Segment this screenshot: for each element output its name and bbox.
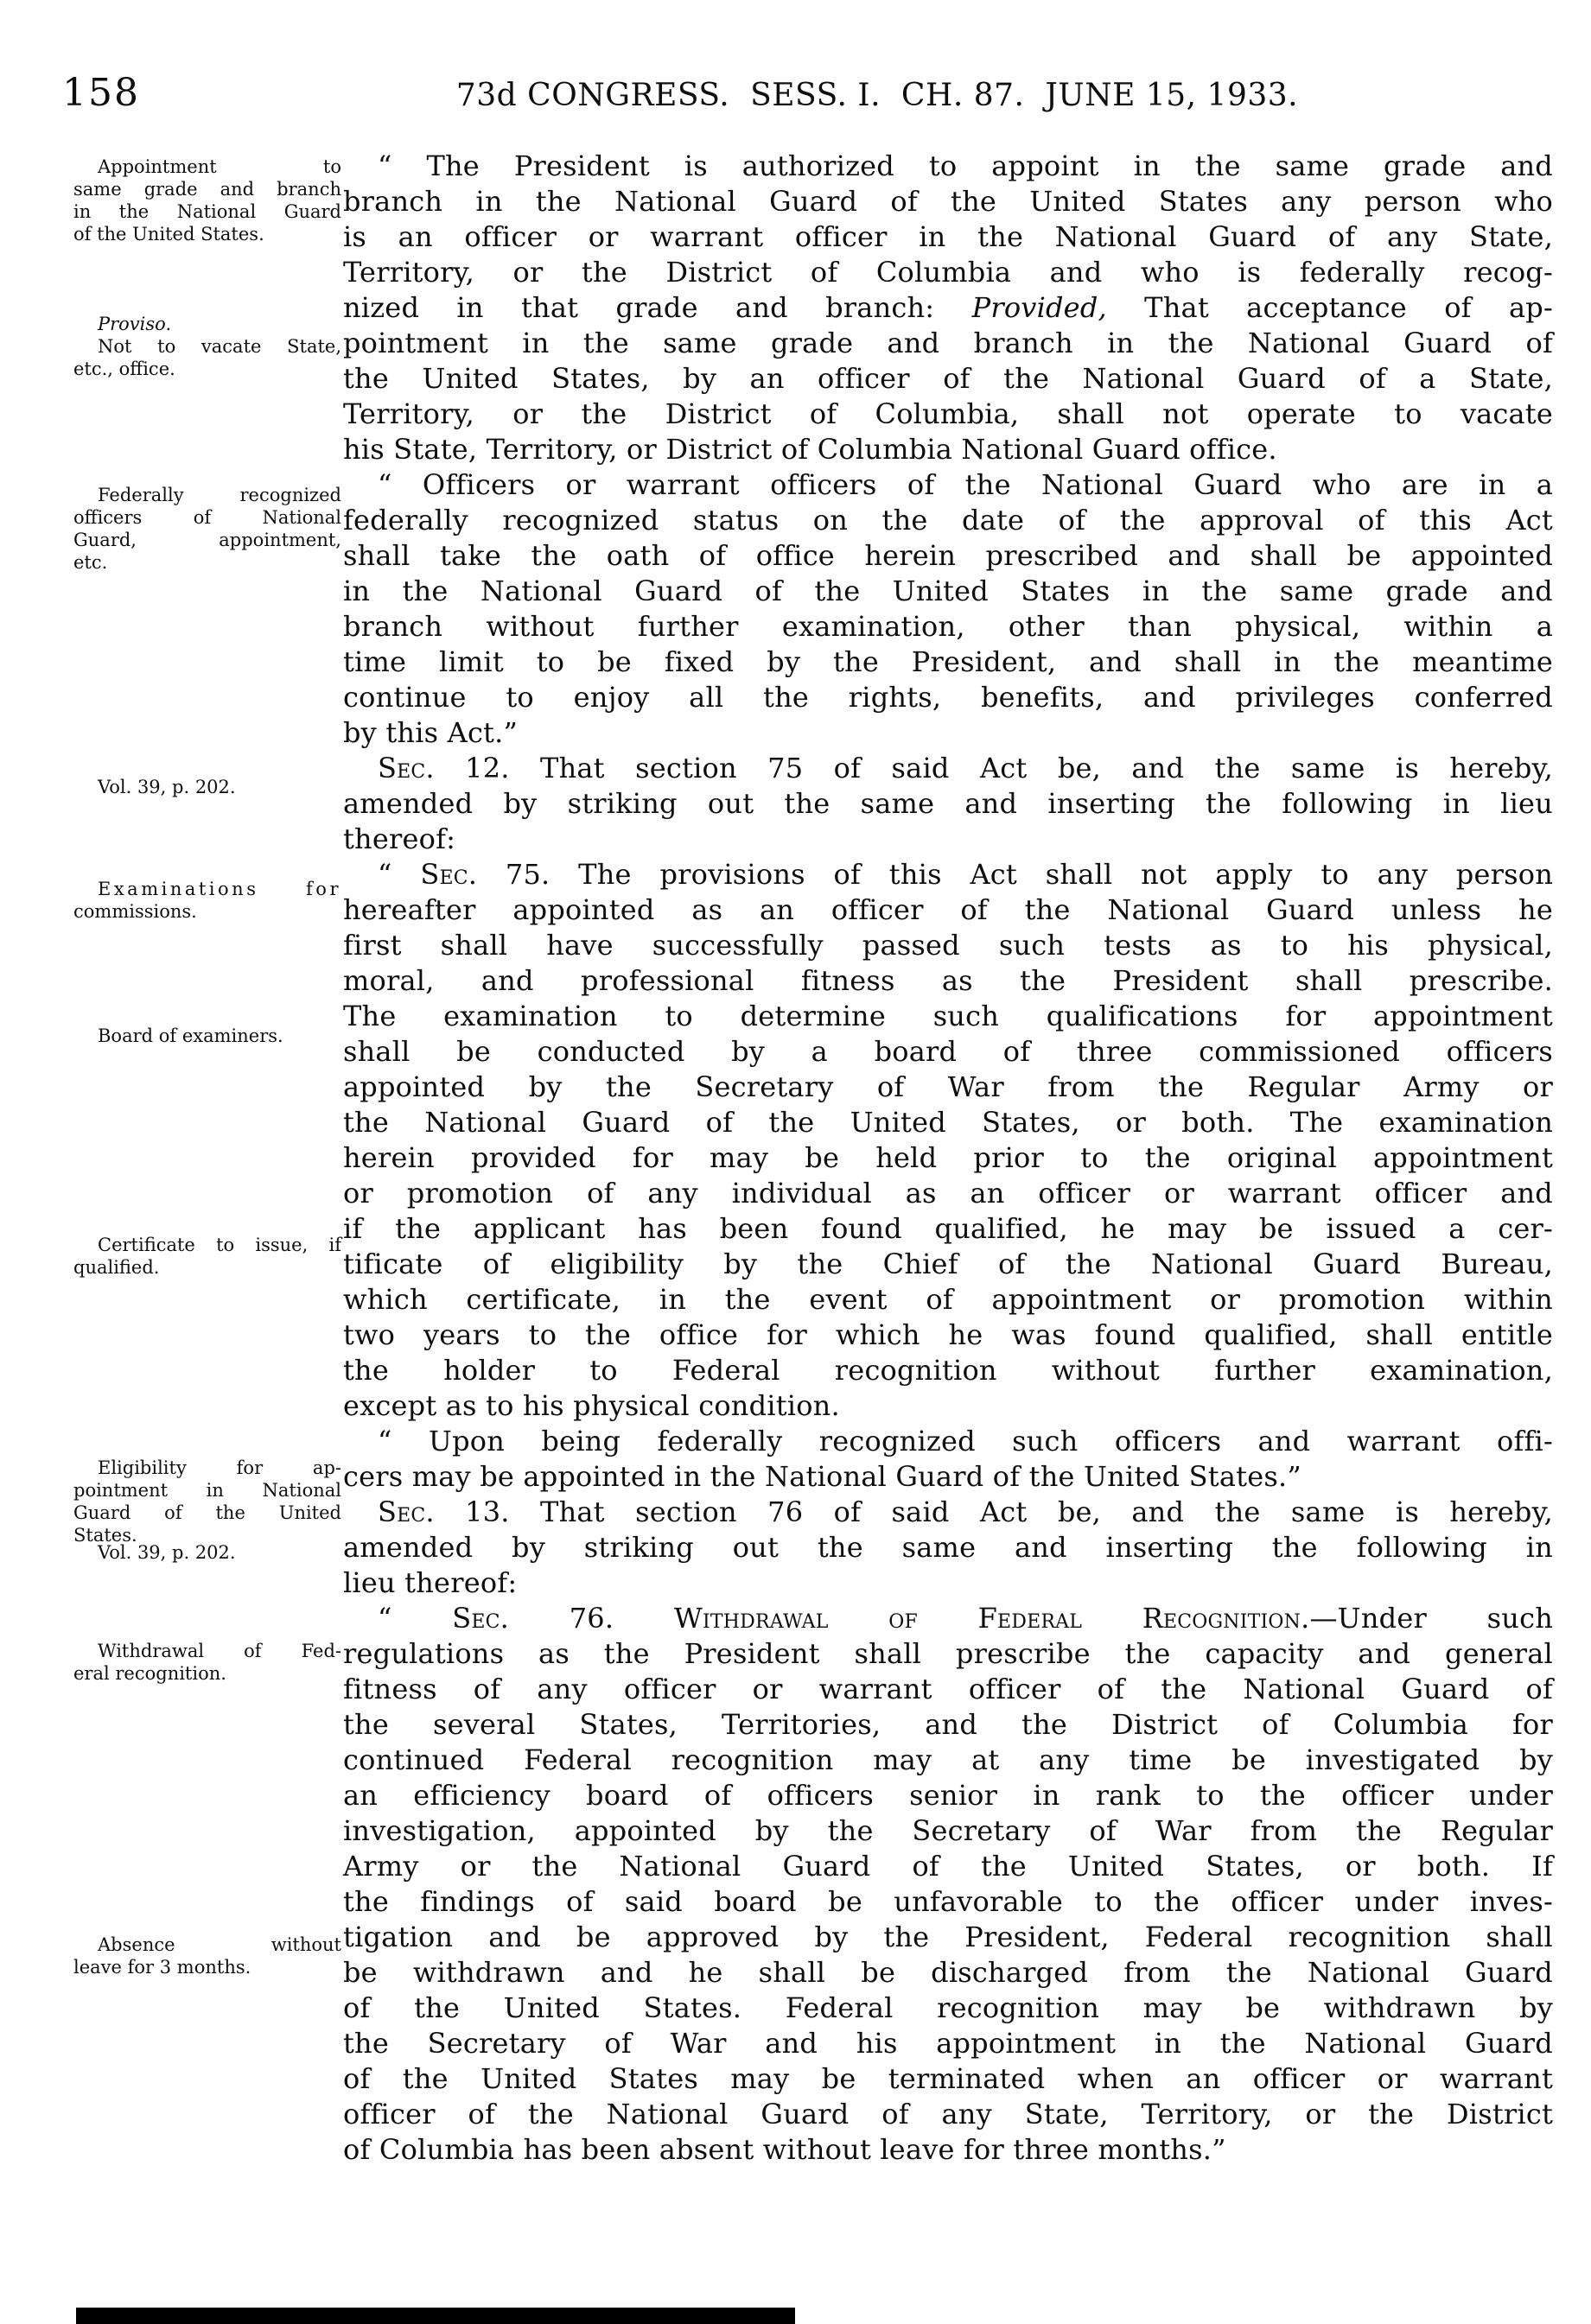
body-text-line: amended by striking out the same and inserting the following in (343, 1531, 1553, 1564)
body-text-line: “ Sec. 75. The provisions of this Act shall not apply to any person (378, 858, 1554, 891)
body-text-line: appointed by the Secretary of War from the Regular Army or (343, 1070, 1553, 1103)
margin-note-line: pointment in National (73, 1480, 341, 1501)
margin-note (73, 776, 341, 798)
margin-note (73, 484, 341, 574)
page-number: 158 (62, 71, 140, 115)
body-text-line: if the applicant has been found qualified, he may be issued a cer- (343, 1212, 1553, 1245)
margin-note-line: Appointment to (98, 156, 341, 177)
body-text-line: nized in that grade and branch: Provided, That acceptance of ap- (343, 291, 1553, 324)
margin-note-line: Vol. 39, p. 202. (98, 1542, 236, 1563)
body-text-line: Army or the National Guard of the United States, or both. If (343, 1850, 1553, 1883)
body-text-line: Sec. 13. That section 76 of said Act be, and the same is hereby, (378, 1495, 1553, 1528)
body-text-line: amended by striking out the same and inserting the following in lieu (343, 787, 1553, 820)
body-paragraph (343, 857, 1553, 1424)
body-text-line: the holder to Federal recognition without further examination, (343, 1354, 1553, 1387)
body-text-line: tigation and be approved by the President, Federal recognition shall (343, 1921, 1553, 1953)
body-text-line: except as to his physical condition. (343, 1389, 840, 1422)
body-text-line: or promotion of any individual as an officer or warrant officer and (343, 1177, 1553, 1210)
body-text-line: two years to the office for which he was found qualified, shall entitle (343, 1318, 1553, 1351)
body-text-line: time limit to be fixed by the President, and shall in the meantime (343, 645, 1553, 678)
page-header-title: 73d CONGRESS. SESS. I. CH. 87. JUNE 15, 1933. (455, 78, 1299, 113)
body-text-line: hereafter appointed as an officer of the National Guard unless he (343, 893, 1553, 926)
body-paragraph (343, 149, 1553, 467)
body-text-line: The examination to determine such qualifications for appointment (343, 1000, 1553, 1032)
margin-note (73, 1541, 341, 1564)
margin-note-line: etc. (73, 552, 108, 573)
body-text-line: thereof: (343, 822, 456, 855)
body-text-line: an efficiency board of officers senior in rank to the officer under (343, 1779, 1553, 1812)
body-text-line: continued Federal recognition may at any time be investigated by (343, 1743, 1553, 1776)
margin-note (73, 1234, 341, 1279)
margin-note-line: Withdrawal of Fed- (98, 1641, 341, 1661)
margin-notes (73, 0, 341, 2324)
body-text-line: tificate of eligibility by the Chief of the National Guard Bureau, (343, 1248, 1553, 1280)
margin-note-line: officers of National (73, 507, 341, 528)
body-text-line: is an officer or warrant officer in the National Guard of any State, (343, 220, 1553, 253)
margin-note (73, 156, 341, 245)
body-text-line: investigation, appointed by the Secretary of War from the Regular (343, 1814, 1553, 1847)
margin-note-line: Proviso. (98, 314, 172, 334)
body-text-line: the National Guard of the United States, or both. The examination (343, 1106, 1553, 1139)
margin-note (73, 1457, 341, 1546)
body-text-line: “ Upon being federally recognized such officers and warrant offi- (378, 1425, 1553, 1457)
body-text-line: continue to enjoy all the rights, benefits, and privileges conferred (343, 681, 1553, 714)
body-text-line: of the United States may be terminated when an officer or warrant (343, 2062, 1553, 2095)
body-text-line: herein provided for may be held prior to the original appointment (343, 1141, 1553, 1174)
body-text-line: first shall have successfully passed such tests as to his physical, (343, 929, 1553, 962)
margin-note-line: commissions. (73, 901, 197, 922)
body-text-line: regulations as the President shall prescribe the capacity and general (343, 1637, 1553, 1670)
margin-note (73, 1933, 341, 1978)
margin-note (73, 878, 341, 923)
body-text-line: officer of the National Guard of any State, Territory, or the District (343, 2098, 1553, 2130)
body-text-line: “ The President is authorized to appoint in the same grade and (378, 149, 1553, 182)
body-paragraph (343, 467, 1553, 751)
body-text-line: which certificate, in the event of appointment or promotion within (343, 1283, 1553, 1316)
body-text-line: Sec. 12. That section 75 of said Act be, and the same is hereby, (378, 752, 1553, 784)
body-paragraph (343, 1601, 1553, 2168)
body-text-line: of Columbia has been absent without leave for three months.” (343, 2133, 1226, 2166)
body-text-line: be withdrawn and he shall be discharged from the National Guard (343, 1956, 1553, 1989)
scan-artifact-bar (76, 2308, 795, 2324)
body-text-line: branch without further examination, other than physical, within a (343, 610, 1553, 643)
body-paragraph (343, 1495, 1553, 1601)
margin-note-line: leave for 3 months. (73, 1957, 251, 1978)
body-text-line: shall take the oath of office herein prescribed and shall be appointed (343, 539, 1553, 572)
body-text-line: pointment in the same grade and branch in the National Guard of (343, 327, 1553, 359)
margin-note-line: Federally recognized (98, 485, 341, 505)
body-text-line: “ Sec. 76. Withdrawal of Federal Recognition.—Under such (378, 1602, 1554, 1635)
body-text-line: moral, and professional fitness as the President shall prescribe. (343, 964, 1553, 997)
margin-note-line: Vol. 39, p. 202. (98, 777, 236, 797)
margin-note-line: Certificate to issue, if (98, 1235, 341, 1255)
body-text-line: “ Officers or warrant officers of the National Guard who are in a (378, 468, 1553, 501)
body-text-line: Territory, or the District of Columbia, shall not operate to vacate (343, 397, 1553, 430)
margin-note-line: Eligibility for ap- (98, 1457, 341, 1478)
body-text-line: fitness of any officer or warrant officer of the National Guard of (343, 1673, 1553, 1705)
margin-note (73, 1640, 341, 1685)
body-text-line: the United States, by an officer of the National Guard of a State, (343, 362, 1553, 395)
body-text-line: his State, Territory, or District of Columbia National Guard office. (343, 433, 1277, 466)
margin-note-line: same grade and branch (73, 179, 341, 200)
body-text-line: by this Act.” (343, 716, 519, 749)
margin-note-line: Board of examiners. (98, 1025, 283, 1046)
body-text-line: in the National Guard of the United States in the same grade and (343, 575, 1553, 607)
margin-note-line: Examinations for (98, 879, 341, 899)
body-text-line: of the United States. Federal recognition may be withdrawn by (343, 1991, 1553, 2024)
body-text-line: cers may be appointed in the National Guard of the United States.” (343, 1460, 1301, 1493)
margin-note-line: qualified. (73, 1257, 160, 1278)
margin-note-line: of the United States. (73, 224, 264, 244)
body-paragraph (343, 1424, 1553, 1495)
body-text-line: lieu thereof: (343, 1566, 518, 1599)
margin-note-line: eral recognition. (73, 1663, 226, 1684)
body-text-line: shall be conducted by a board of three commissioned officers (343, 1035, 1553, 1068)
body-text (343, 149, 1553, 2168)
margin-note-line: in the National Guard (73, 201, 341, 222)
body-text-line: the several States, Territories, and the District of Columbia for (343, 1708, 1553, 1741)
body-text-line: the findings of said board be unfavorable to the officer under inves- (343, 1885, 1553, 1918)
margin-note (73, 313, 341, 380)
body-text-line: the Secretary of War and his appointment in the National Guard (343, 2027, 1553, 2060)
body-paragraph (343, 751, 1553, 857)
body-text-line: branch in the National Guard of the United States any person who (343, 185, 1553, 218)
margin-note-line: Guard of the United (73, 1502, 341, 1523)
margin-note (73, 1025, 341, 1047)
body-text-line: Territory, or the District of Columbia and who is federally recog- (343, 256, 1553, 289)
margin-note-line: Not to vacate State, (98, 336, 341, 357)
margin-note-line: States. (73, 1525, 137, 1546)
margin-note-line: Absence without (98, 1934, 341, 1955)
body-text-line: federally recognized status on the date of the approval of this Act (343, 504, 1553, 537)
margin-note-line: etc., office. (73, 359, 175, 379)
margin-note-line: Guard, appointment, (73, 530, 341, 550)
